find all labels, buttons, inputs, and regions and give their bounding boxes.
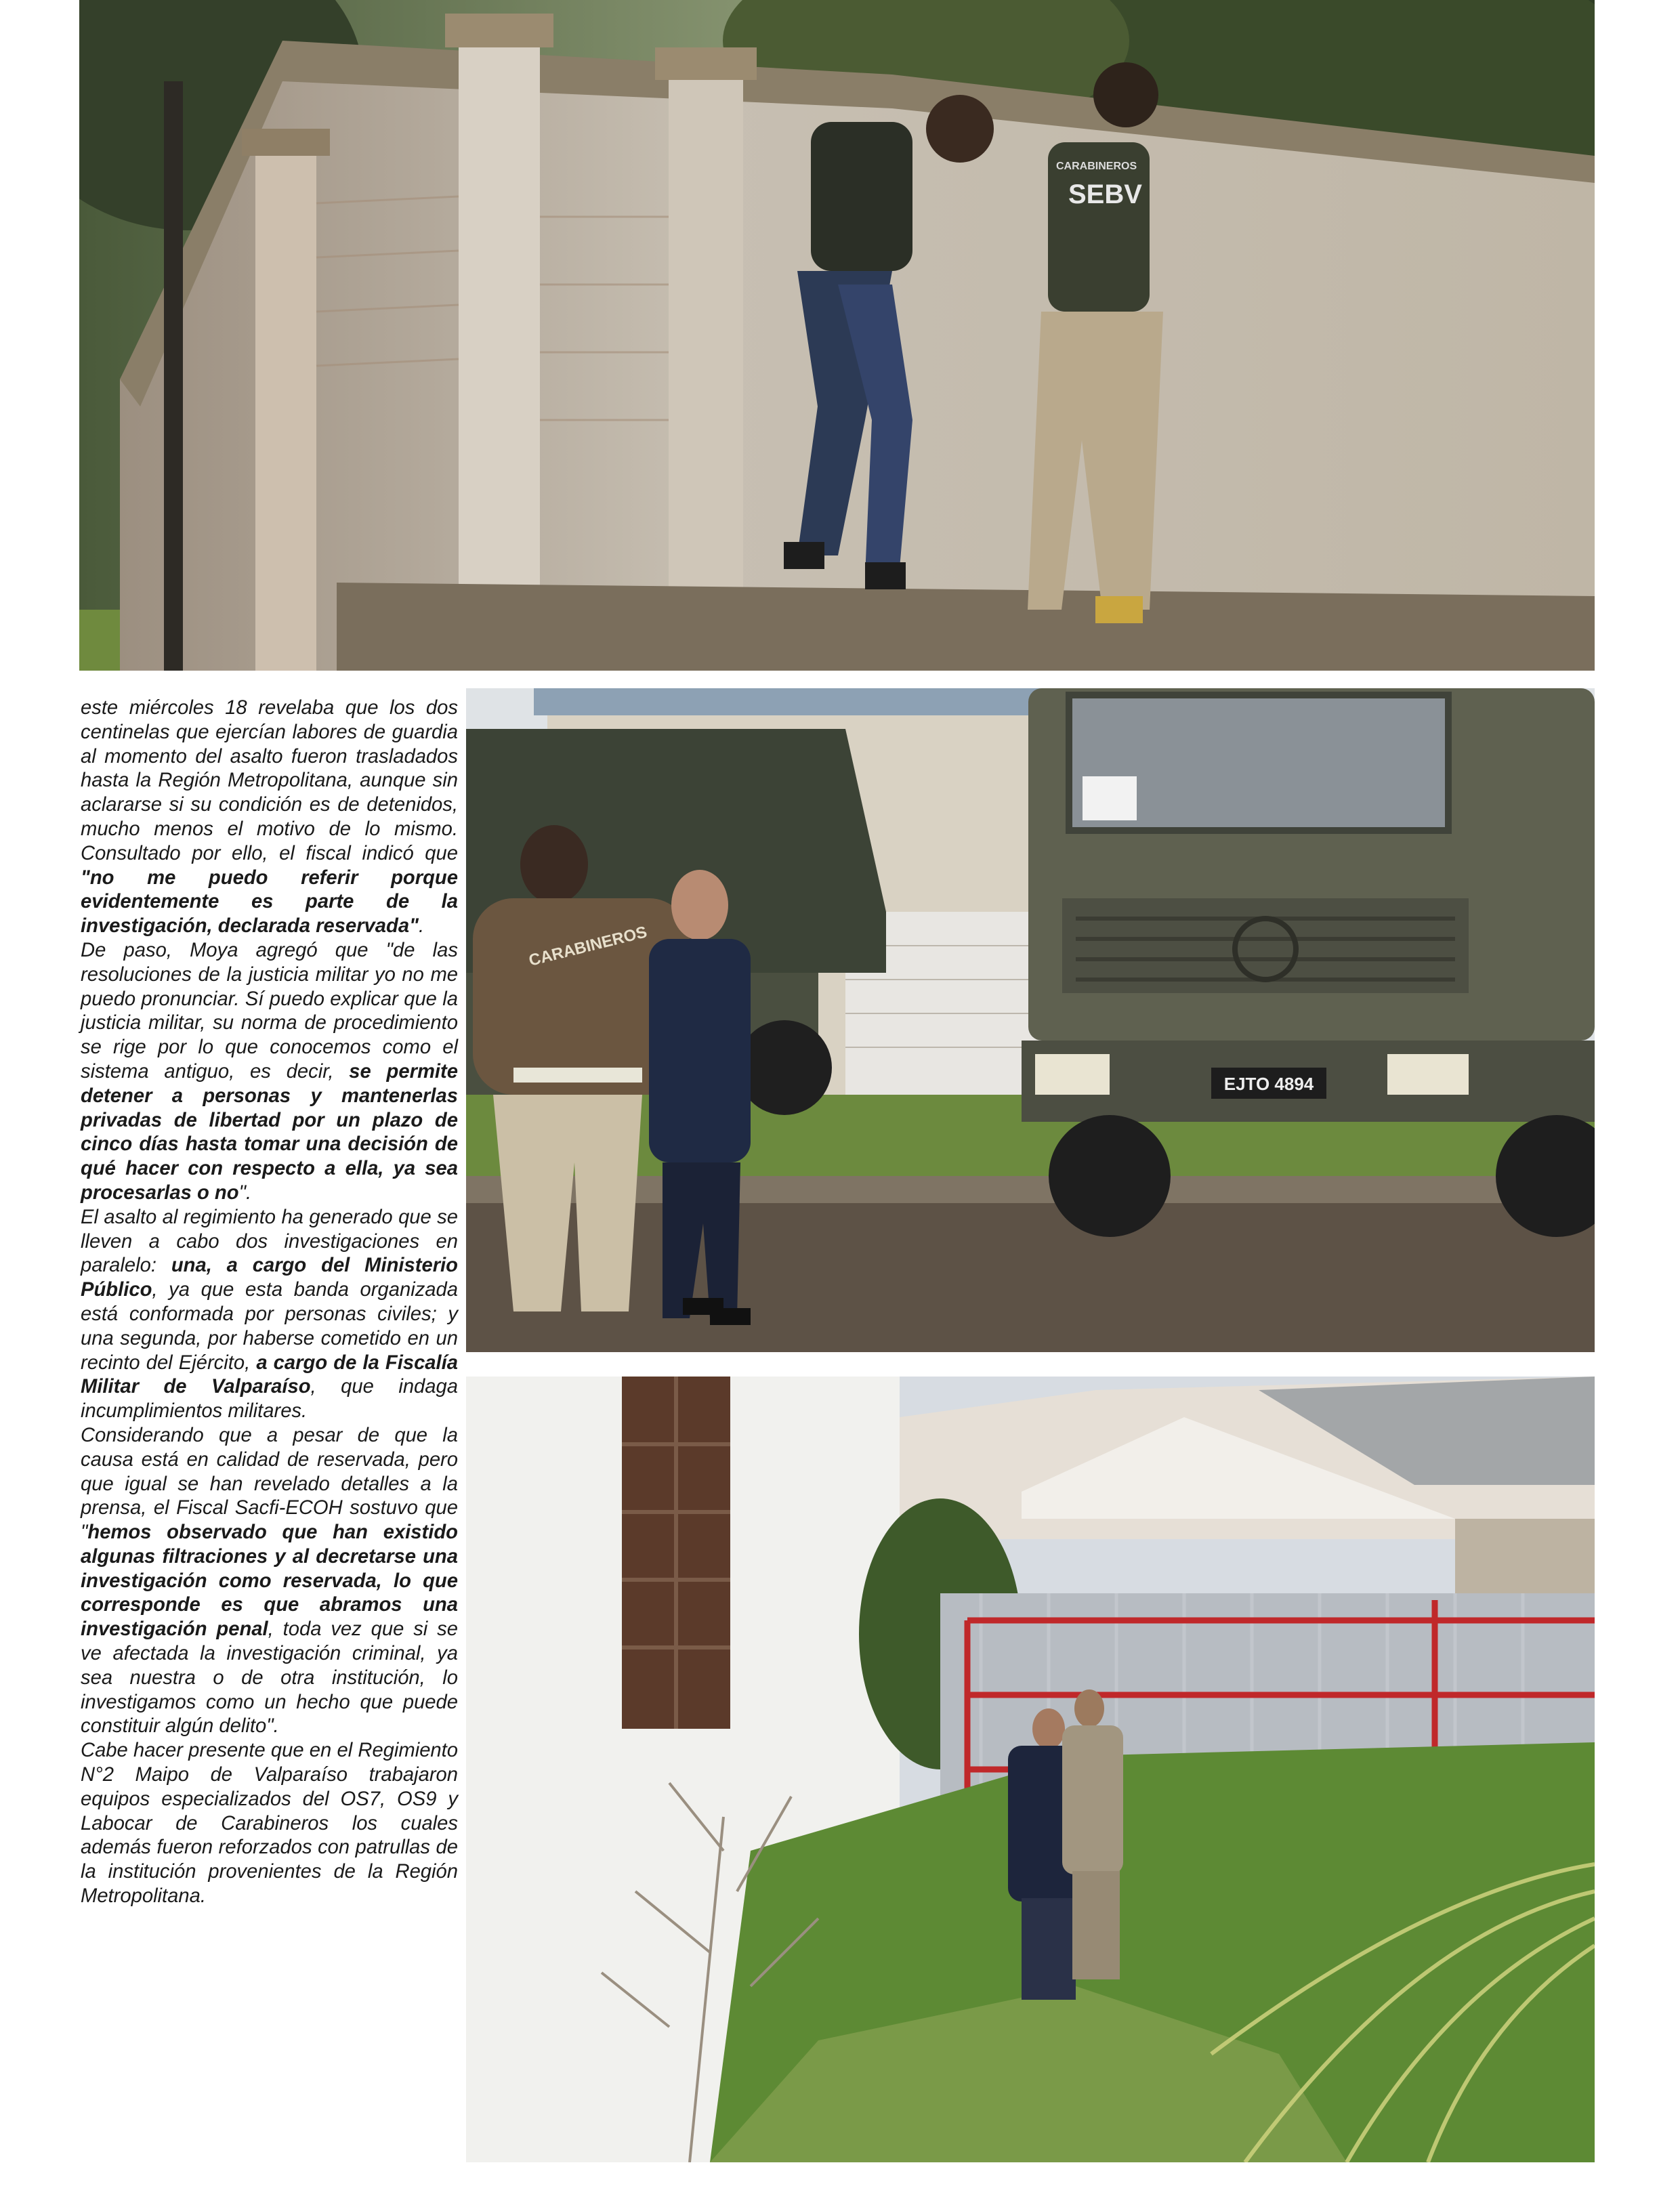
license-plate: EJTO 4894 bbox=[1223, 1074, 1314, 1094]
text: De paso, Moya agregó que "de las resoluciones de la justicia militar yo no me puedo pronunciar. Sí puedo explicar que la justicia militar, su norma de procedimiento se rige por lo que conocemos como el sistema antiguo, es decir, bbox=[81, 939, 458, 1083]
paragraph-1 bbox=[81, 696, 458, 939]
emphasis-bold: una, a cargo del Ministerio Público bbox=[81, 1255, 458, 1301]
text: . bbox=[418, 915, 425, 938]
paragraph-3 bbox=[81, 1206, 458, 1424]
text: , toda vez que si se ve afectada la investigación criminal, ya sea nuestra o de otra institución, lo investigamos como un hecho que puede constituir algún delito". bbox=[81, 1618, 458, 1738]
article-column bbox=[81, 696, 458, 1909]
emphasis-bold: a cargo de la Fiscalía Militar de Valparaíso bbox=[81, 1351, 458, 1398]
photo-carabinero-prosecutor-trucks bbox=[466, 688, 1595, 1352]
text: El asalto al regimiento ha generado que se lleven a cabo dos investigaciones en paralelo: bbox=[81, 1206, 458, 1277]
jacket-lettering: CARABINEROS bbox=[526, 923, 649, 970]
paragraph-4 bbox=[81, 1424, 458, 1739]
quote-bold: "no me puedo referir porque evidentemente es parte de la investigación, declarada reservada" bbox=[81, 866, 458, 938]
text: , que indaga incumplimientos militares. bbox=[81, 1376, 458, 1423]
photo-officers-climbing-wall bbox=[79, 0, 1595, 671]
vest-lettering: CARABINEROS bbox=[1056, 161, 1137, 172]
text: , ya que esta banda organizada está conformada por personas civiles; y una segunda, por haberse cometido en un recinto del Ejército, bbox=[81, 1279, 458, 1374]
text: ". bbox=[238, 1181, 252, 1204]
text: Cabe hacer presente que en el Regimiento N°2 Maipo de Valparaíso trabajaron equipos especializados del OS7, OS9 y Labocar de Carabineros los cuales además fueron reforzados con patrullas de la institución provenientes de la Región Metropolitana. bbox=[81, 1740, 458, 1908]
paragraph-5 bbox=[81, 1739, 458, 1909]
text: Considerando que a pesar de que la causa está en calidad de reservada, pero que igual se han revelado detalles a la prensa, el Fiscal Sacfi-ECOH sostuvo que " bbox=[81, 1424, 458, 1544]
text: este miércoles 18 revelaba que los dos centinelas que ejercían labores de guardia al momento del asalto fueron trasladados hasta la Región Metropolitana, aunque sin aclararse si su condición es de detenidos, mucho menos el motivo de lo mismo. Consultado por ello, el fiscal indicó que bbox=[81, 697, 458, 864]
quote-bold: se permite detener a personas y mantenerlas privadas de libertad por un plazo de cinco días hasta tomar una decisión de qué hacer con respecto a ella, ya sea procesarlas o no bbox=[81, 1060, 458, 1204]
photo-inspection-overgrown-lot bbox=[466, 1377, 1595, 2162]
vest-code-sebv: SEBV bbox=[1068, 180, 1142, 209]
paragraph-2 bbox=[81, 939, 458, 1206]
quote-bold: hemos observado que han existido algunas filtraciones y al decretarse una investigación como reservada, lo que corresponde es que abramos una investigación penal bbox=[81, 1521, 458, 1641]
